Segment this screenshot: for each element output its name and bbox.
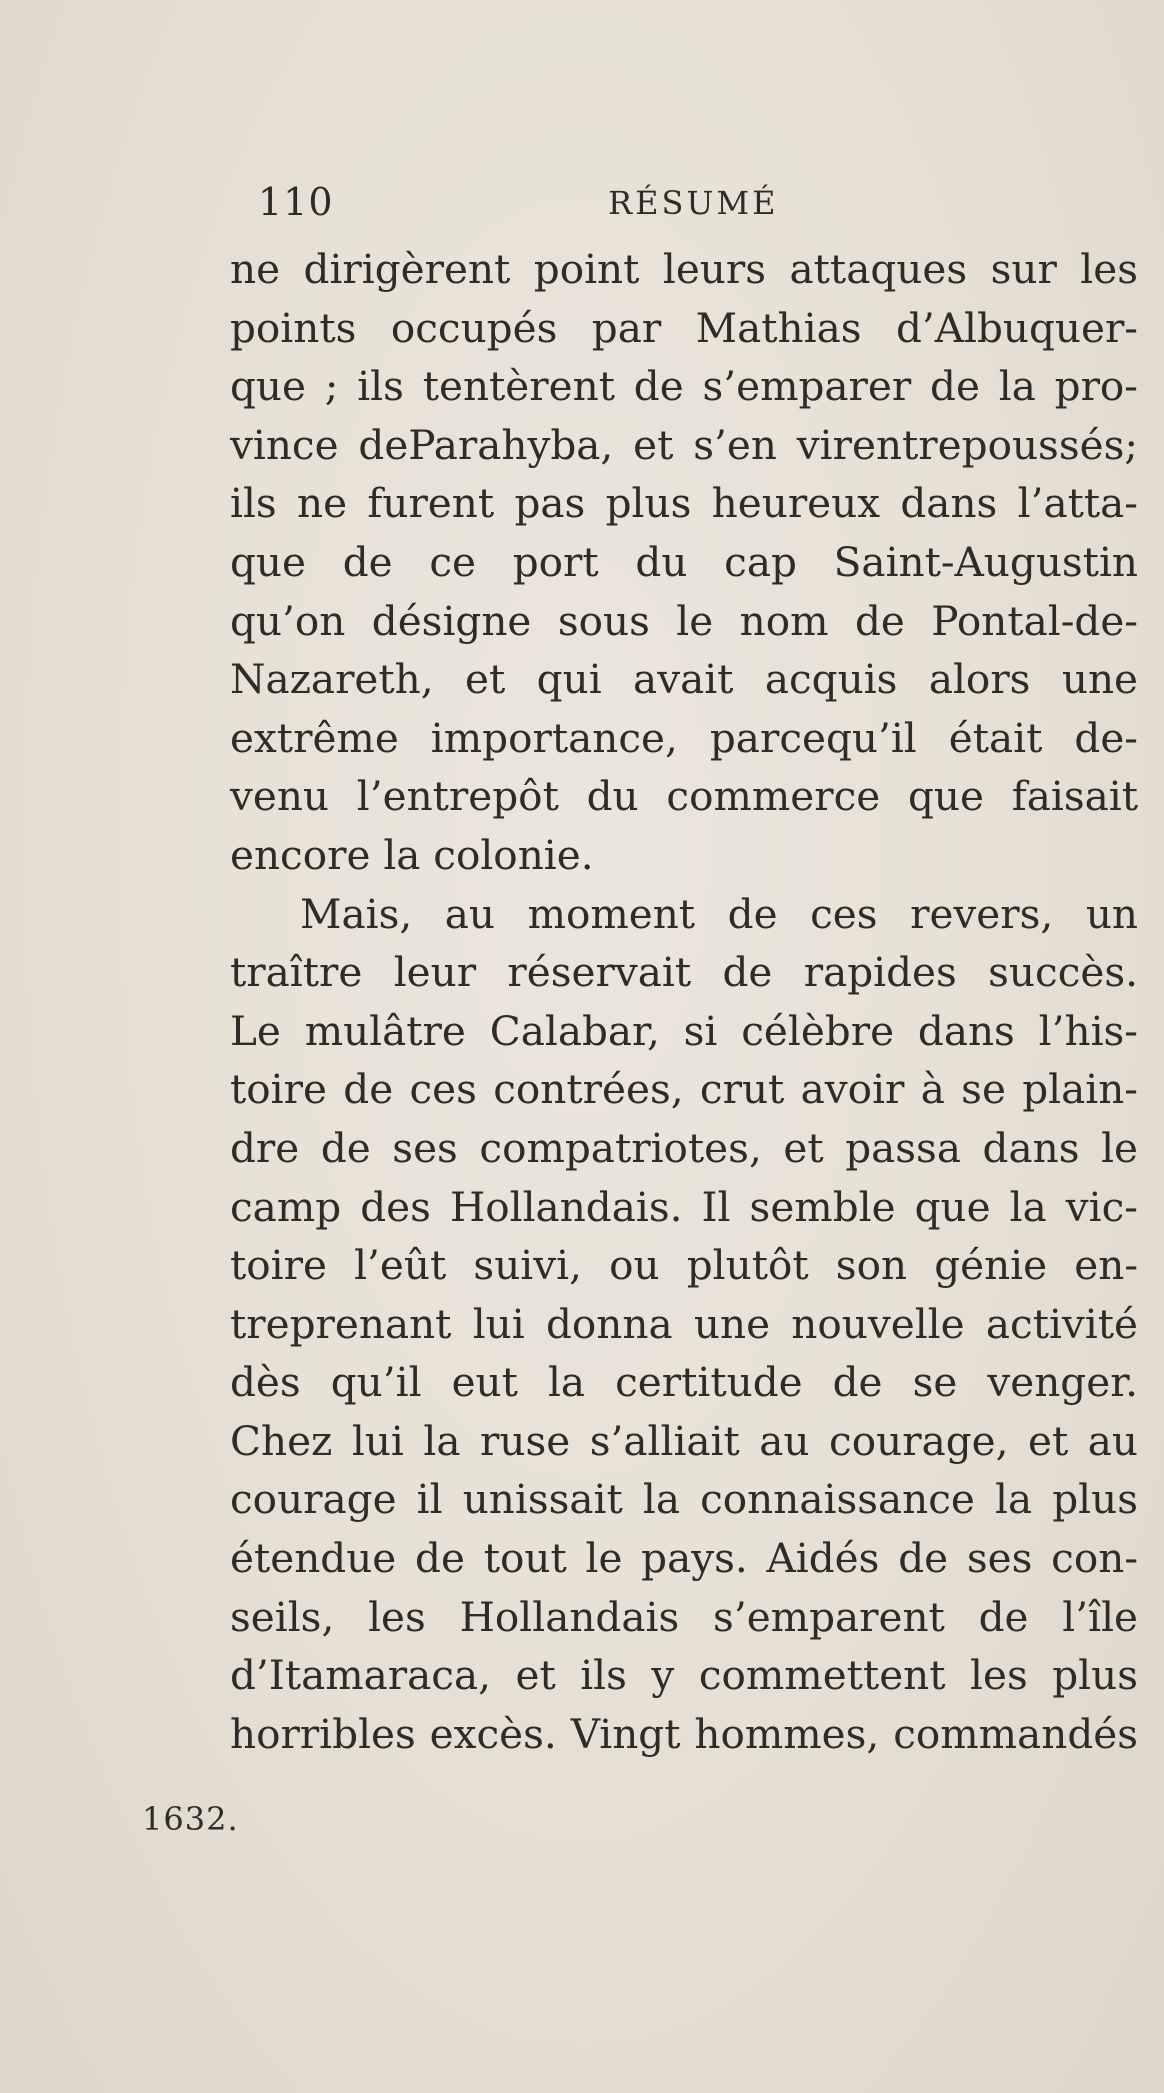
text-line: camp des Hollandais. Il semble que la vic- [230, 1182, 1138, 1231]
text-line: toire de ces contrées, crut avoir à se plain- [230, 1065, 1138, 1114]
text-line: dès qu’il eut la certitude de se venger. [230, 1358, 1138, 1407]
text-line: extrême importance, parcequ’il était de- [230, 713, 1138, 762]
body-text [230, 240, 1138, 1763]
text-line: venu l’entrepôt du commerce que faisait [230, 772, 1138, 821]
text-line: seils, les Hollandais s’emparent de l’île [230, 1592, 1138, 1641]
text-line: qu’on désigne sous le nom de Pontal-de- [230, 596, 1138, 645]
text-line: encore la colonie. [230, 830, 594, 879]
text-line: Chez lui la ruse s’alliait au courage, et au [230, 1416, 1138, 1465]
text-line: ils ne furent pas plus heureux dans l’atta- [230, 479, 1138, 528]
text-line: dre de ses compatriotes, et passa dans le [230, 1123, 1138, 1172]
margin-date-note: 1632. [142, 1800, 239, 1838]
page-number: 110 [258, 180, 334, 224]
text-line: ne dirigèrent point leurs attaques sur les [230, 245, 1138, 293]
text-line: courage il unissait la connaissance la plus [230, 1475, 1138, 1524]
text-line: d’Itamaraca, et ils y commettent les plus [230, 1651, 1138, 1700]
text-line: Nazareth, et qui avait acquis alors une [230, 655, 1138, 704]
text-line: Le mulâtre Calabar, si célèbre dans l’his- [230, 1006, 1138, 1055]
page-header [258, 180, 818, 230]
text-line: treprenant lui donna une nouvelle activité [230, 1299, 1138, 1348]
text-line: traître leur réservait de rapides succès. [230, 948, 1138, 997]
text-line: toire l’eût suivi, ou plutôt son génie en- [230, 1241, 1138, 1290]
text-line: étendue de tout le pays. Aidés de ses con- [230, 1534, 1138, 1583]
text-line: que ; ils tentèrent de s’emparer de la pro- [230, 362, 1138, 411]
text-line: vince deParahyba, et s’en virentrepoussés; [230, 420, 1138, 469]
running-head: RÉSUMÉ [608, 184, 779, 222]
text-line: Mais, au moment de ces revers, un [300, 889, 1138, 938]
text-line: que de ce port du cap Saint-Augustin [230, 537, 1138, 586]
text-line: points occupés par Mathias d’Albuquer- [230, 303, 1138, 352]
text-line: horribles excès. Vingt hommes, commandés [230, 1709, 1138, 1758]
